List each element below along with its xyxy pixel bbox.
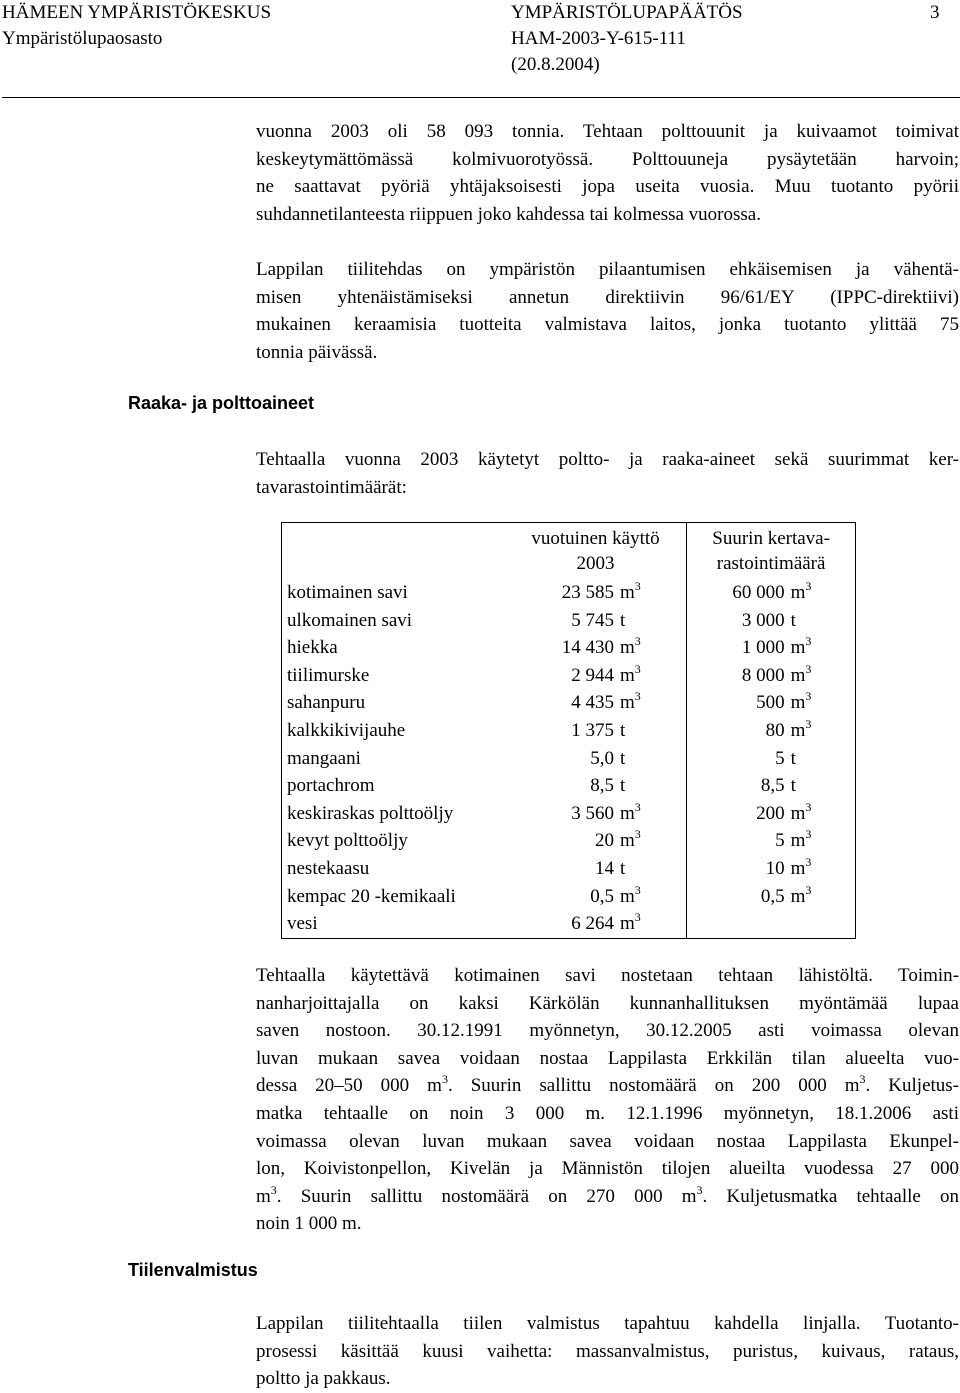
text-line: keskeytymättömässä kolmivuorotyössä. Polttouuneja pysäytetään harvoin; [256, 148, 959, 170]
table-header-empty [282, 523, 505, 580]
table-header-max-storage: Suurin kertava- rastointimäärä [712, 528, 830, 574]
text-line: noin 1 000 m. [256, 1213, 362, 1235]
annual-use-value-cell: 3 560 [571, 802, 614, 824]
annual-use-unit-cell: t [614, 855, 687, 883]
material-name-cell: vesi [287, 913, 318, 935]
max-storage-value-cell: 60 000 [732, 582, 785, 603]
table-row [282, 772, 856, 800]
max-storage-unit-cell: $m^3$ [790, 634, 812, 659]
section-heading-raw-materials: Raaka- ja polttoaineet [128, 393, 315, 413]
max-storage-value-cell: 1 000 [741, 637, 785, 659]
header-rule [2, 97, 960, 98]
table-row [282, 689, 856, 717]
material-name-cell: tiilimurske [287, 664, 370, 686]
annual-use-unit-cell: t [614, 745, 687, 773]
max-storage-value-cell: 0,5 [760, 885, 785, 907]
table-row [282, 717, 856, 745]
annual-use-value-cell: 2 944 [571, 664, 614, 686]
table-row [282, 745, 856, 773]
material-name-cell: mangaani [287, 747, 361, 769]
paragraph-production-lines [256, 1310, 959, 1393]
table-header-annual-use: vuotuinen käyttö 2003 [505, 523, 687, 580]
section-heading-brick-production: Tiilenvalmistus [128, 1260, 258, 1280]
annual-use-value-cell: 20 [594, 830, 614, 852]
annual-use-value-cell: 14 [594, 857, 614, 879]
annual-use-unit-cell: $m^3$ [614, 910, 687, 938]
max-storage-value-cell: 3 000 [741, 609, 785, 631]
max-storage-value-cell: 500 [756, 692, 785, 714]
text-line: saven nostoon. 30.12.1991 myönnetyn, 30.12.2005 asti voimassa olevan [256, 1020, 959, 1042]
text-line: lon, Koivistonpellon, Kivelän ja Männistön tilojen alueilta vuodessa 27 000 [256, 1158, 959, 1180]
text-line: ne saattavat pyöriä yhtäjaksoisesti jopa useita vuosia. Muu tuotanto pyörii [256, 176, 959, 198]
material-name-cell: kevyt polttoöljy [287, 830, 408, 852]
max-storage-unit-cell: $m^3$ [790, 689, 812, 714]
text-line: matka tehtaalle on noin 3 000 m. 12.1.1996 myönnetyn, 18.1.2006 asti [256, 1102, 959, 1124]
annual-use-unit-cell: $m^3$ [614, 662, 687, 690]
material-name-cell: keskiraskas polttoöljy [287, 802, 454, 824]
paragraph-table-intro [256, 446, 959, 501]
annual-use-unit-cell: $m^3$ [614, 827, 687, 855]
material-name-cell: nestekaasu [287, 857, 370, 879]
page-number: 3 [930, 2, 940, 23]
max-storage-value-cell: 8 000 [741, 664, 785, 686]
text-line: vuonna 2003 oli 58 093 tonnia. Tehtaan polttouunit ja kuivaamot toimivat [256, 121, 959, 142]
header-org: HÄMEEN YMPÄRISTÖKESKUS [2, 2, 272, 23]
text-line: $m^3$. Suurin sallittu nostomäärä on 270 000 $m^3$. Kuljetusmatka tehtaalle on [256, 1182, 959, 1207]
table-row [282, 910, 856, 938]
annual-use-unit-cell: t [614, 607, 687, 635]
annual-use-value-cell: 1 375 [571, 719, 614, 741]
annual-use-value-cell: 0,5 [590, 885, 614, 907]
material-name-cell: ulkomainen savi [287, 609, 413, 631]
material-name-cell: sahanpuru [287, 692, 366, 714]
table-row [282, 607, 856, 635]
table-row [282, 827, 856, 855]
text-line: Lappilan tiilitehtaalla tiilen valmistus tapahtuu kahdella linjalla. Tuotanto- [256, 1313, 959, 1334]
max-storage-unit-cell: $m^3$ [790, 579, 812, 603]
annual-use-unit-cell: $m^3$ [614, 579, 687, 607]
text-line: tavarastointimäärät: [256, 476, 407, 498]
max-storage-value-cell: 10 [765, 857, 785, 879]
text-line: prosessi käsittää kuusi vaihetta: massanvalmistus, puristus, kuivaus, rataus, [256, 1340, 959, 1362]
max-storage-unit-cell: $m^3$ [790, 799, 812, 824]
header-doc-date: (20.8.2004) [511, 54, 600, 75]
max-storage-unit-cell: $m^3$ [790, 716, 812, 741]
max-storage-unit-cell: t [790, 609, 796, 631]
annual-use-unit-cell: $m^3$ [614, 800, 687, 828]
material-name-cell: kotimainen savi [287, 582, 408, 603]
annual-use-value-cell: 23 585 [561, 582, 614, 603]
header-org-sub: Ympäristölupaosasto [2, 28, 163, 49]
max-storage-value-cell: 5 [775, 747, 785, 769]
annual-use-value-cell: 4 435 [571, 692, 614, 714]
paragraph-production-shifts [256, 118, 959, 228]
max-storage-unit-cell [785, 910, 856, 938]
max-storage-value-cell: 8,5 [760, 775, 785, 797]
max-storage-value-cell: 200 [756, 802, 785, 824]
annual-use-unit-cell: $m^3$ [614, 634, 687, 662]
max-storage-value-cell: 80 [765, 719, 785, 741]
max-storage-unit-cell: $m^3$ [790, 854, 812, 879]
material-name-cell: kalkkikivijauhe [287, 719, 406, 741]
max-storage-value-cell: 5 [775, 830, 785, 852]
material-name-cell: portachrom [287, 775, 375, 797]
text-line: dessa 20–50 000 $m^3$. Suurin sallittu nostomäärä on 200 000 $m^3$. Kuljetus- [256, 1072, 960, 1097]
text-line: suhdannetilanteesta riippuen joko kahdessa tai kolmessa vuorossa. [256, 203, 761, 225]
text-line: Tehtaalla vuonna 2003 käytetyt poltto- ja raaka-aineet sekä suurimmat ker- [256, 449, 959, 470]
annual-use-unit-cell: t [614, 772, 687, 800]
max-storage-unit-cell: $m^3$ [790, 882, 812, 907]
max-storage-unit-cell: t [790, 747, 796, 769]
text-line: misen yhtenäistämiseksi annetun direktiivin 96/61/EY (IPPC-direktiivi) [256, 286, 959, 308]
materials-table [281, 522, 856, 939]
max-storage-unit-cell: $m^3$ [790, 827, 812, 852]
table-row [282, 579, 856, 607]
text-line: tonnia päivässä. [256, 341, 378, 363]
table-row [282, 883, 856, 911]
header-doc-type: YMPÄRISTÖLUPAPÄÄTÖS [511, 2, 743, 23]
material-name-cell: kempac 20 -kemikaali [287, 885, 456, 907]
max-storage-unit-cell: $m^3$ [790, 661, 812, 686]
annual-use-value-cell: 14 430 [561, 637, 614, 659]
paragraph-clay-permits [256, 962, 959, 1238]
text-line: voimassa olevan luvan mukaan savea voidaan nostaa Lappilasta Ekunpel- [256, 1130, 959, 1152]
header-doc-id: HAM-2003-Y-615-111 [511, 28, 686, 49]
table-body [282, 579, 856, 938]
paragraph-ippc [256, 256, 959, 366]
annual-use-value-cell: 5,0 [590, 747, 614, 769]
text-line: Tehtaalla käytettävä kotimainen savi nostetaan tehtaan lähistöltä. Toimin- [256, 965, 959, 986]
annual-use-unit-cell: $m^3$ [614, 689, 687, 717]
max-storage-unit-cell: t [790, 775, 796, 797]
table-row [282, 800, 856, 828]
annual-use-unit-cell: t [614, 717, 687, 745]
table-header-row [282, 523, 856, 580]
text-line: mukainen keraamisia tuotteita valmistava laitos, jonka tuotanto ylittää 75 [256, 314, 959, 336]
annual-use-unit-cell: $m^3$ [614, 883, 687, 911]
text-line: luvan mukaan savea voidaan nostaa Lappilasta Erkkilän tilan alueelta vuo- [256, 1047, 959, 1069]
table-row [282, 855, 856, 883]
text-line: nanharjoittajalla on kaksi Kärkölän kunnanhallituksen myöntämää lupaa [256, 992, 959, 1014]
annual-use-value-cell: 6 264 [571, 913, 614, 935]
text-line: poltto ja pakkaus. [256, 1368, 391, 1390]
table-row [282, 634, 856, 662]
text-line: Lappilan tiilitehdas on ympäristön pilaantumisen ehkäisemisen ja vähentä- [256, 259, 959, 280]
annual-use-value-cell: 8,5 [590, 775, 614, 797]
material-name-cell: hiekka [287, 637, 338, 659]
table-row [282, 662, 856, 690]
max-storage-value-cell [687, 910, 785, 938]
annual-use-value-cell: 5 745 [571, 609, 614, 631]
